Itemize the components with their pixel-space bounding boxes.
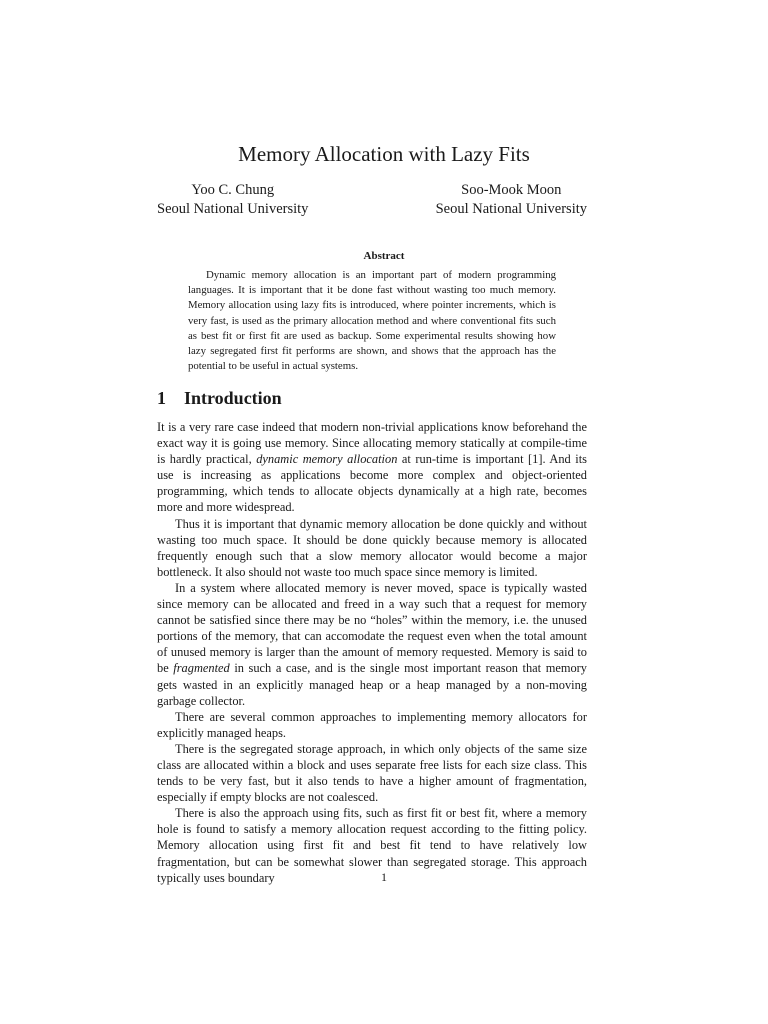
author-name: Yoo C. Chung [191,182,275,198]
body-text [157,419,587,886]
abstract-heading: Abstract [363,250,405,262]
author-2 [436,181,587,219]
paragraph-3 [157,580,587,709]
page-number: 1 [381,870,387,884]
section-heading [157,386,282,410]
author-affiliation: Seoul National University [435,201,587,217]
paragraph-1 [157,419,587,516]
emphasized-term: fragmented [173,661,230,676]
emphasized-term: dynamic memory allocation [256,452,398,467]
paragraph-4: There are several common approaches to implementing memory allocators for explicitly managed heaps. [157,709,587,740]
author-block [157,181,587,219]
paragraph-text: In a system where allocated memory is never moved, space is typically wasted since memory can be allocated and freed in a way such that a request for memory cannot be satisfied since there may be no “holes” within the memory, i.e. the unused portions of the memory, that can accomodate the request even when the total amount of unused memory is larger than the amount of memory requested. Memory is said to be [157,580,587,676]
paragraph-text: in such a case, and is the single most important reason that memory gets wasted in an explicitly managed heap or a heap managed by a non-moving garbage collector. [157,661,588,708]
paragraph-text: at run-time is important [1]. And its use is increasing as applications become more complex and object-oriented programming, which tends to allocate objects dynamically at a high rate, becomes more and more widespread. [157,452,587,515]
author-name: Soo-Mook Moon [461,182,562,198]
author-affiliation: Seoul National University [157,201,309,217]
abstract-text: Dynamic memory allocation is an important part of modern programming languages. It is important that it be done fast without wasting too much memory. Memory allocation using lazy fits is introduced, where pointer increments, which is very fast, is used as the primary allocation method and where conventional fits such as best fit or first fit are used as backup. Some experimental results showing how lazy segregated first fit performs are shown, and shows that the approach has the potential to be useful in actual systems. [188,269,556,373]
section-number: 1 [157,388,166,408]
section-title: Introduction [184,388,282,408]
author-1 [157,181,308,219]
paragraph-text: It is a very rare case indeed that modern non-trivial applications know beforehand the exact way it is going use memory. Since allocating memory statically at compile-time is hardly practical, [157,420,587,467]
paragraph-5: There is the segregated storage approach, in which only objects of the same size class are allocated within a block and uses separate free lists for each size class. This tends to be very fast, but it also tends to have a higher amount of fragmentation, especially if empty blocks are not coalesced. [157,741,587,805]
paragraph-2: Thus it is important that dynamic memory allocation be done quickly and without wasting too much space. It should be done quickly because memory is allocated frequently enough such that a slow memory allocator would become a major bottleneck. It also should not waste too much space since memory is limited. [157,516,587,579]
paper-title: Memory Allocation with Lazy Fits [238,142,530,166]
paragraph-6: There is also the approach using fits, such as first fit or best fit, where a memory hole is found to satisfy a memory allocation request according to the fitting policy. Memory allocation using first fit and best fit tend to have relatively low fragmentation, but can be somewhat slower than segregated storage. This approach typically uses boundary [157,806,587,885]
